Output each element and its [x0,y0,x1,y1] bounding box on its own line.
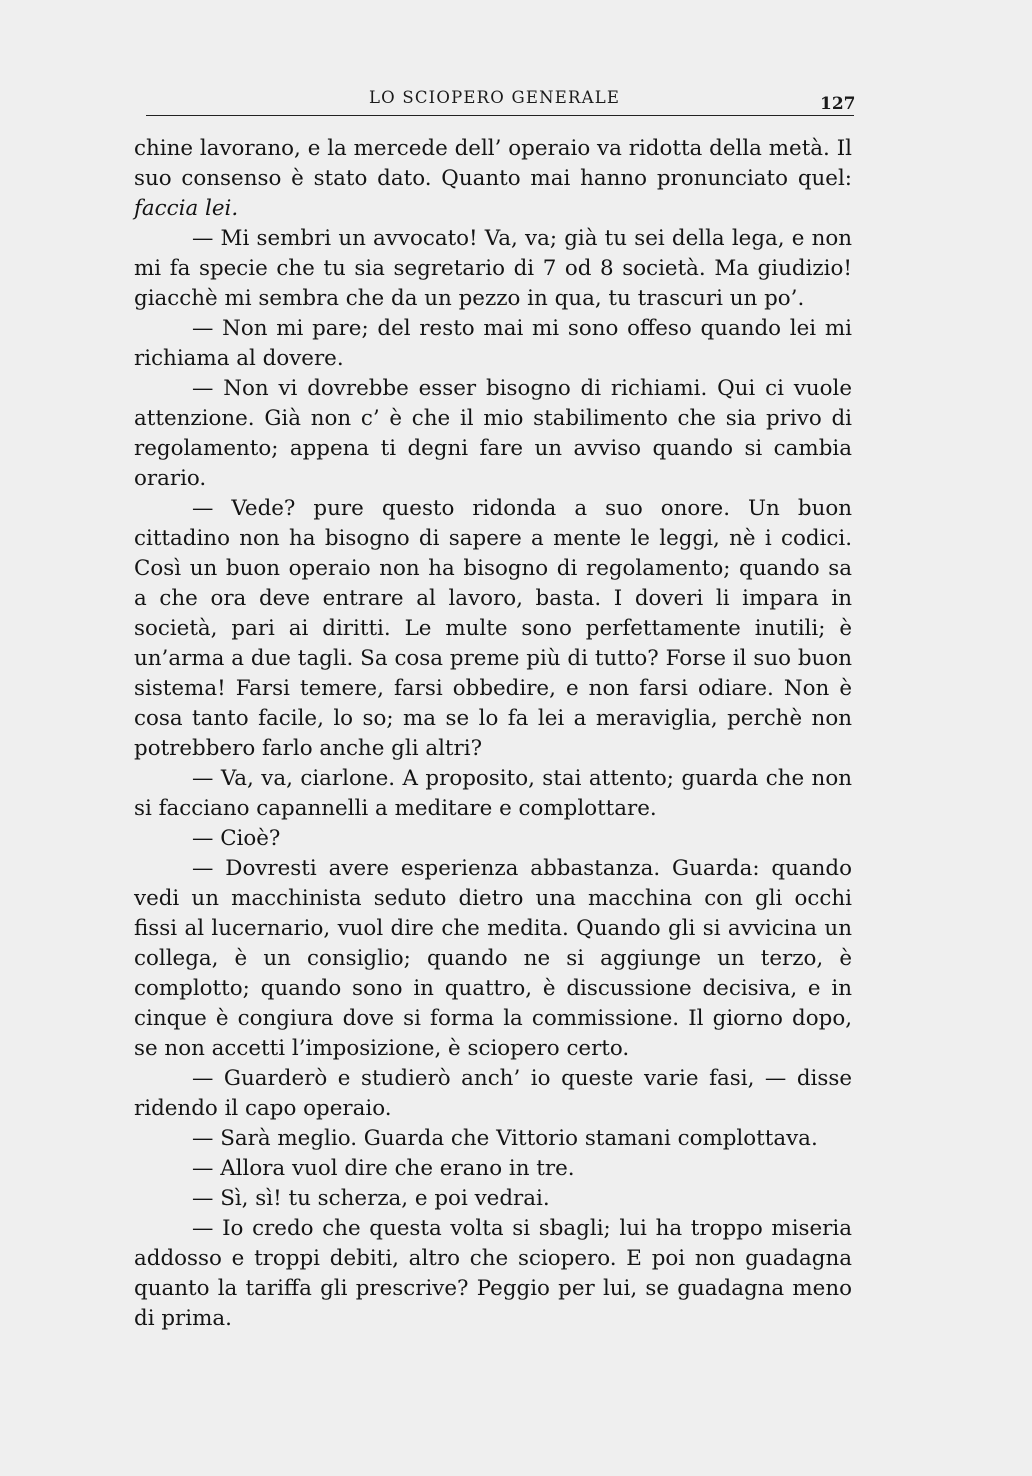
paragraph: — Cioè? [192,826,281,851]
body-text [134,134,852,1334]
italic-phrase: faccia lei. [134,196,239,221]
page-number: 127 [820,94,856,114]
paragraph: — Vede? pure questo ridonda a suo onore. Un buon cittadino non ha bisogno di sapere a mente le leggi, nè i codici. Così un buon operaio non ha bisogno di regolamento; quando sa a che ora deve entrare al lavoro, basta. I doveri li impara in società, pari ai diritti. Le multe sono perfettamente inutili; è un’arma a due tagli. Sa cosa preme più di tutto? Forse il suo buon sistema! Farsi temere, farsi obbedire, e non farsi odiare. Non è cosa tanto facile, lo so; ma se lo fa lei a meraviglia, perchè non potrebbero farlo anche gli altri? [134,496,852,761]
paragraph: — Non vi dovrebbe esser bisogno di richiami. Qui ci vuole attenzione. Già non c’ è che il mio stabilimento che sia privo di regolamento; appena ti degni fare un avviso quando si cambia orario. [134,376,852,491]
paragraph: — Guarderò e studierò anch’ io queste varie fasi, — disse ridendo il capo operaio. [134,1066,852,1121]
paragraph: — Sarà meglio. Guarda che Vittorio stamani complottava. [192,1126,818,1151]
paragraph: — Allora vuol dire che erano in tre. [192,1156,575,1181]
paragraph: — Dovresti avere esperienza abbastanza. Guarda: quando vedi un macchinista seduto dietro una macchina con gli occhi fissi al lucernario, vuol dire che medita. Quando gli si avvicina un collega, è un consiglio; quando ne si aggiunge un terzo, è complotto; quando sono in quattro, è discussione decisiva, e in cinque è congiura dove si forma la commissione. Il giorno dopo, se non accetti l’imposizione, è sciopero certo. [134,856,852,1061]
paragraph: — Non mi pare; del resto mai mi sono offeso quando lei mi richiama al dovere. [134,316,852,371]
paragraph-text: chine lavorano, e la mercede dell’ operaio va ridotta della metà. Il suo consenso è stato dato. Quanto mai hanno pronunciato quel: [134,136,852,191]
paragraph: — Va, va, ciarlone. A proposito, stai attento; guarda che non si facciano capannelli a meditare e complottare. [134,766,852,821]
running-title: LO SCIOPERO GENERALE [369,88,621,107]
header-rule [146,115,854,116]
paragraph: — Sì, sì! tu scherza, e poi vedrai. [192,1186,550,1211]
paragraph: — Io credo che questa volta si sbagli; lui ha troppo miseria addosso e troppi debiti, altro che sciopero. E poi non guadagna quanto la tariffa gli prescrive? Peggio per lui, se guadagna meno di prima. [134,1216,852,1331]
paragraph: — Mi sembri un avvocato! Va, va; già tu sei della lega, e non mi fa specie che tu sia segretario di 7 od 8 società. Ma giudizio! giacchè mi sembra che da un pezzo in qua, tu trascuri un po’. [134,226,852,311]
paragraph [134,134,852,224]
